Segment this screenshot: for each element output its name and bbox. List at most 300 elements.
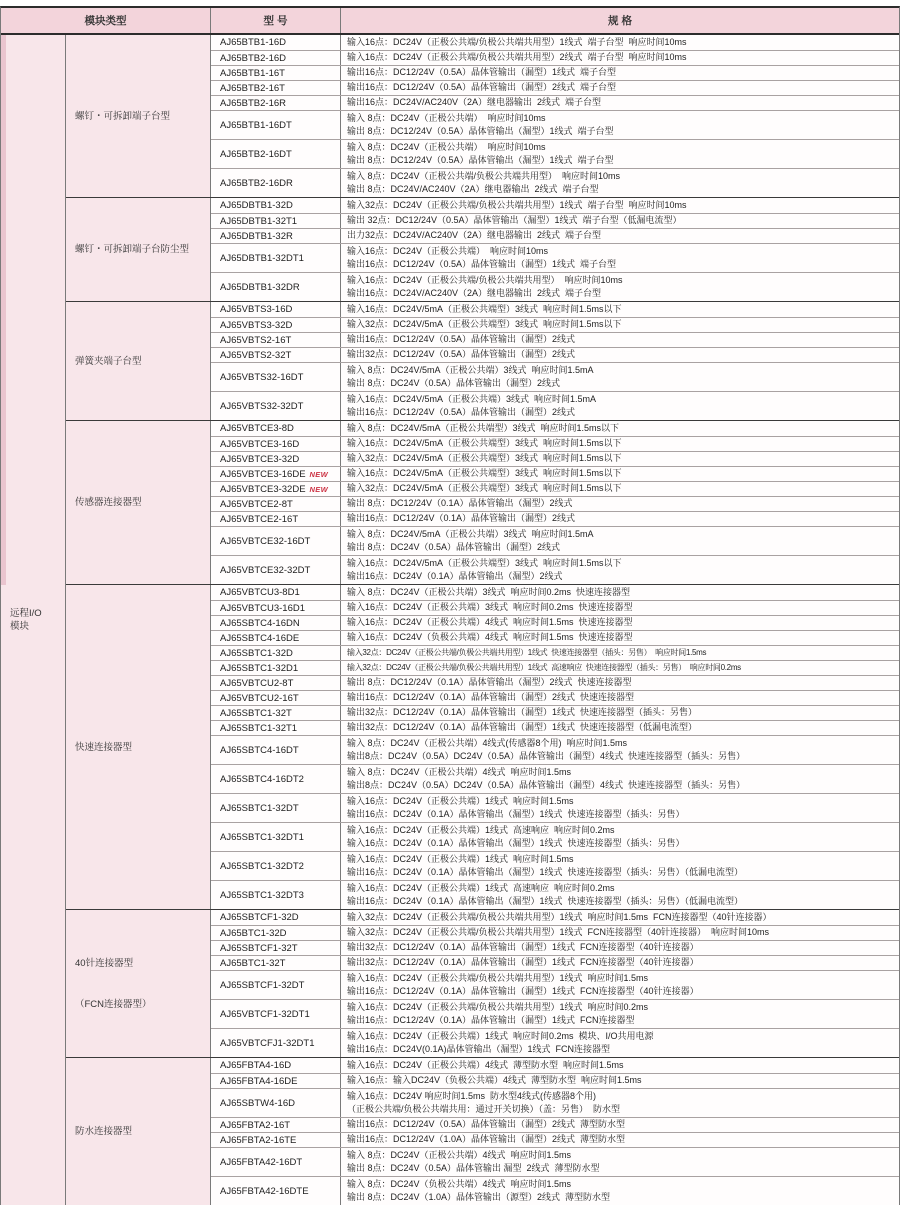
spec-line: 输入32点：DC24V/5mA（正极公共端型）3线式 响应时间1.5ms以下 [347, 483, 622, 494]
model-cell [211, 198, 341, 213]
spec-cell [341, 910, 899, 925]
spec-line: 输入16点：DC24V（正极公共端）3线式 响应时间0.2ms 快速连接器型 [347, 602, 633, 613]
spec-cell [341, 452, 899, 466]
model-number: AJ65VBTCE3-32D [220, 453, 300, 465]
spec-cell [341, 1148, 899, 1176]
model-cell [211, 926, 341, 940]
module-type-cell [66, 198, 211, 301]
spec-line: 输入16点：DC24V（正极公共端/负极公共端共用型）1线式 端子台型 响应时间10ms [347, 36, 687, 47]
module-type-cell [66, 35, 211, 197]
table-row [211, 585, 899, 600]
model-cell [211, 585, 341, 600]
spec-cell [341, 881, 899, 909]
table-row [211, 526, 899, 555]
spec-line: 输出16点：DC24V（0.1A）晶体管输出（漏型）1线式 快速连接器型（插头：另售）（低漏电流型） [347, 867, 744, 877]
spec-cell [341, 721, 899, 735]
model-cell [211, 1058, 341, 1073]
model-number: AJ65VBTCE2-16T [220, 513, 299, 525]
table-row [211, 95, 899, 110]
spec-line: 输出16点：DC12/24V（0.1A）晶体管输出（漏型）1线式 FCN连接器型（40针连接器） [347, 986, 699, 996]
spec-cell [341, 318, 899, 332]
spec-cell [341, 971, 899, 999]
spec-line: 输入 8点：DC24V/5mA（正极公共端）3线式 响应时间1.5mA [347, 528, 594, 539]
spec-line: 输出16点：DC12/24V（0.1A）晶体管输出（漏型）1线式 FCN连接器型 [347, 1015, 635, 1025]
spec-line: 输出32点：DC12/24V（0.1A）晶体管输出（漏型）1线式 快速连接器型（插头：另售） [347, 707, 698, 718]
model-number: AJ65FBTA2-16TE [220, 1134, 297, 1146]
model-cell [211, 140, 341, 168]
spec-cell [341, 823, 899, 851]
model-number: AJ65DBTB1-32T1 [220, 215, 298, 227]
model-cell [211, 244, 341, 272]
spec-cell [341, 273, 899, 301]
table-row [211, 139, 899, 168]
table-row [211, 481, 899, 496]
table-row [211, 764, 899, 793]
module-group [66, 35, 899, 197]
spec-cell [341, 229, 899, 243]
table-row [211, 1028, 899, 1057]
table-row [211, 660, 899, 675]
model-cell [211, 691, 341, 705]
spec-line: 输入 8点：DC24V（正极公共端） 响应时间10ms [347, 141, 546, 152]
spec-line: 输入32点：DC24V（正极公共端/负极公共端共用型）1线式 高速响应 快速连接器型（插头：另售） 响应时间0.2ms [347, 663, 741, 673]
spec-line: 输入16点：DC24V/5mA（正极公共端型）3线式 响应时间1.5ms以下 [347, 438, 622, 449]
model-number: AJ65VBTS32-32DT [220, 400, 304, 412]
spec-cell [341, 691, 899, 705]
table-body [1, 35, 899, 1205]
group-rows [211, 35, 899, 197]
spec-line: 输入16点：DC24V（正极公共端） 响应时间10ms [347, 245, 549, 256]
model-number: AJ65SBTC4-16DT [220, 744, 299, 756]
spec-cell [341, 527, 899, 555]
spec-line: 输出16点：DC12/24V（0.5A）晶体管输出（漏型）2线式 [347, 334, 576, 345]
spec-cell [341, 437, 899, 451]
model-cell [211, 971, 341, 999]
model-number: AJ65BTB2-16R [220, 97, 287, 109]
spec-cell [341, 676, 899, 690]
spec-line: 输出16点：DC12/24V（0.5A）晶体管输出（漏型）1线式 端子台型 [347, 67, 617, 78]
table-row [211, 1058, 899, 1073]
spec-cell [341, 1133, 899, 1147]
spec-cell [341, 51, 899, 65]
model-number: AJ65BTB1-16DT [220, 119, 292, 131]
module-type-cell [66, 1058, 211, 1205]
model-number: AJ65SBTCF1-32DT [220, 979, 305, 991]
module-type-label: 快速连接器型 [75, 741, 133, 753]
model-cell [211, 392, 341, 420]
model-number: AJ65SBTC1-32DT2 [220, 860, 304, 872]
model-number: AJ65BTB2-16DT [220, 148, 292, 160]
model-cell [211, 646, 341, 660]
spec-cell [341, 302, 899, 317]
module-group [66, 584, 899, 909]
table-row [211, 198, 899, 213]
spec-line: 输入32点：DC24V（正极公共端/负极公共端共用型）1线式 响应时间1.5ms FCN连接器型（40针连接器） [347, 911, 772, 922]
spec-cell [341, 333, 899, 347]
spec-cell [341, 198, 899, 213]
model-number: AJ65BTB2-16DR [220, 177, 293, 189]
spec-cell [341, 1029, 899, 1057]
module-group [66, 909, 899, 1057]
model-cell [211, 96, 341, 110]
new-badge: NEW [309, 484, 328, 494]
model-cell [211, 736, 341, 764]
module-type-cell [66, 302, 211, 420]
spec-cell [341, 616, 899, 630]
model-cell [211, 512, 341, 526]
model-number: AJ65VBTS2-16T [220, 334, 292, 346]
model-number: AJ65SBTC4-16DT2 [220, 773, 304, 785]
model-cell [211, 1148, 341, 1176]
spec-line: 输入16点：DC24V（正极公共端）1线式 响应时间0.2ms 模块、I/O共用电源 [347, 1030, 654, 1041]
table-row [211, 735, 899, 764]
model-cell [211, 1029, 341, 1057]
model-cell [211, 467, 341, 481]
table-row [211, 391, 899, 420]
model-cell [211, 823, 341, 851]
table-row [211, 35, 899, 50]
model-number: AJ65VBTCE32-32DT [220, 564, 311, 576]
spec-line: 输入 8点：DC24V（正极公共端）4线式 响应时间1.5ms [347, 1149, 572, 1160]
model-number: AJ65VBTCE3-8D [220, 423, 294, 434]
model-cell [211, 214, 341, 228]
spec-line: 输入32点：DC24V（正极公共端/负极公共端共用型）1线式 端子台型 响应时间10ms [347, 199, 687, 210]
model-number: AJ65DBTB1-32R [220, 230, 293, 242]
spec-cell [341, 467, 899, 481]
spec-line: 输出16点：DC24V（0.1A）晶体管输出（漏型）1线式 快速连接器型（插头：另售） [347, 809, 685, 819]
spec-line: 输入16点：DC24V 响应时间1.5ms 防水型4线式(传感器8个用) [347, 1090, 597, 1101]
table-row [211, 925, 899, 940]
spec-cell [341, 140, 899, 168]
model-cell [211, 881, 341, 909]
spec-line: 输出 8点：DC24V/AC240V（2A）继电器输出 2线式 端子台型 [347, 184, 599, 194]
groups [66, 35, 899, 1205]
model-cell [211, 273, 341, 301]
spec-cell [341, 96, 899, 110]
table-row [211, 1073, 899, 1088]
module-spec-table [0, 6, 900, 1205]
group-rows [211, 585, 899, 909]
module-type-label: 螺钉・可拆卸端子台防尘型 [75, 244, 190, 255]
category-label-line: 模块 [10, 621, 30, 632]
module-type-cell [66, 421, 211, 584]
spec-line: 输入16点：DC24V（负极公共端）4线式 响应时间1.5ms 快速连接器型 [347, 632, 633, 643]
model-cell [211, 421, 341, 436]
spec-line: 输入 8点：DC24V（正极公共端）4线式 响应时间1.5ms [347, 766, 572, 777]
model-number: AJ65VBTCE32-16DT [220, 535, 311, 547]
model-number: AJ65VBTS2-32T [220, 349, 292, 361]
table-row [211, 630, 899, 645]
table-row [211, 421, 899, 436]
spec-cell [341, 765, 899, 793]
model-number: AJ65DBTB1-32DT1 [220, 252, 304, 264]
spec-cell [341, 1058, 899, 1073]
model-number: AJ65VBTS3-32D [220, 319, 293, 331]
table-row [211, 332, 899, 347]
model-number: AJ65SBTC4-16DE [220, 632, 300, 644]
spec-line: 出力32点：DC24V/AC240V（2A）继电器输出 2线式 端子台型 [347, 230, 602, 241]
spec-line: 输入16点：DC24V/5mA（正极公共端型）3线式 响应时间1.5ms以下 [347, 303, 622, 314]
table-row [211, 615, 899, 630]
model-number: AJ65BTB1-16D [220, 37, 287, 48]
spec-cell [341, 81, 899, 95]
module-type-label: 防水连接器型 [75, 1126, 133, 1137]
module-type-label: 传感器连接器型 [75, 497, 142, 508]
spec-line: 输入 8点：DC24V（正极公共端） 响应时间10ms [347, 112, 546, 123]
table-row [211, 511, 899, 526]
model-cell [211, 616, 341, 630]
table-row [211, 1088, 899, 1117]
spec-line: 输出16点：DC24V/AC240V（2A）继电器输出 2线式 端子台型 [347, 97, 602, 108]
table-row [211, 65, 899, 80]
model-number: AJ65SBTC4-16DN [220, 617, 300, 629]
table-row [211, 940, 899, 955]
spec-cell [341, 1118, 899, 1132]
group-rows [211, 198, 899, 301]
model-cell [211, 66, 341, 80]
table-row [211, 496, 899, 511]
table-row [211, 822, 899, 851]
spec-line: 输出16点：DC12/24V（0.5A）晶体管输出（漏型）2线式 [347, 407, 576, 417]
spec-line: 输入16点：DC24V/5mA（正极公共端型）3线式 响应时间1.5ms以下 [347, 557, 622, 568]
spec-cell [341, 169, 899, 197]
table-row [211, 50, 899, 65]
spec-line: 输入16点：DC24V（正极公共端/负极公共端共用型）1线式 响应时间1.5ms [347, 972, 649, 983]
model-number: AJ65VBTCU3-8D1 [220, 587, 300, 598]
spec-line: 输入16点：DC24V（0.1A）晶体管输出（漏型）1线式 快速连接器型（插头：另售） [347, 838, 685, 848]
model-number: AJ65VBTCU3-16D1 [220, 602, 306, 614]
spec-line: 输入 8点：DC24V（正极公共端/负极公共端共用型） 响应时间10ms [347, 170, 621, 181]
spec-cell [341, 926, 899, 940]
table-row [211, 720, 899, 735]
model-cell [211, 631, 341, 645]
spec-line: 输入16点：DC24V（正极公共端）1线式 高速响应 响应时间0.2ms [347, 882, 615, 893]
spec-cell [341, 706, 899, 720]
model-number: AJ65SBTC1-32D [220, 647, 293, 659]
model-number: AJ65SBTCF1-32D [220, 912, 299, 923]
table-row [211, 466, 899, 481]
spec-cell [341, 556, 899, 584]
model-number: AJ65FBTA42-16DTE [220, 1185, 309, 1197]
model-cell [211, 1000, 341, 1028]
model-cell [211, 852, 341, 880]
spec-cell [341, 794, 899, 822]
model-number: AJ65SBTW4-16D [220, 1097, 295, 1109]
spec-cell [341, 512, 899, 526]
model-cell [211, 1089, 341, 1117]
spec-line: 输出16点：DC12/24V（1.0A）晶体管输出（漏型）2线式 薄型防水型 [347, 1134, 626, 1145]
spec-line: 输出16点：DC12/24V（0.5A）晶体管输出（漏型）1线式 端子台型 [347, 259, 617, 269]
table-row [211, 347, 899, 362]
spec-line: 输入32点：DC24V/5mA（正极公共端型）3线式 响应时间1.5ms以下 [347, 319, 622, 330]
model-number: AJ65FBTA42-16DT [220, 1156, 303, 1168]
spec-line: 输出 8点：DC24V（0.5A）晶体管输出 漏型 2线式 薄型防水型 [347, 1163, 600, 1173]
table-row [211, 80, 899, 95]
spec-line: 输入16点：DC24V/5mA（正极公共端型）3线式 响应时间1.5ms以下 [347, 468, 622, 479]
model-number: AJ65SBTC1-32DT [220, 802, 299, 814]
table-row [211, 302, 899, 317]
table-row [211, 645, 899, 660]
category-label-line: 远程I/O [10, 608, 42, 619]
table-row [211, 213, 899, 228]
table-row [211, 555, 899, 584]
spec-cell [341, 585, 899, 600]
model-cell [211, 706, 341, 720]
model-cell [211, 452, 341, 466]
model-number: AJ65FBTA2-16T [220, 1119, 291, 1131]
table-row [211, 110, 899, 139]
spec-line: 输出 8点：DC12/24V（0.5A）晶体管输出（漏型）1线式 端子台型 [347, 126, 614, 136]
spec-cell [341, 1000, 899, 1028]
model-cell [211, 676, 341, 690]
group-rows [211, 302, 899, 420]
spec-cell [341, 1177, 899, 1205]
table-row [211, 317, 899, 332]
model-number: AJ65SBTC1-32DT1 [220, 831, 304, 843]
model-cell [211, 1118, 341, 1132]
table-row [211, 675, 899, 690]
spec-cell [341, 421, 899, 436]
spec-line: 输入16点：DC24V（正极公共端/负极公共端共用型） 响应时间10ms [347, 274, 623, 285]
spec-line: 输入32点：DC24V（正极公共端/负极公共端共用型）1线式 快速连接器型（插头：另售） 响应时间1.5ms [347, 648, 707, 658]
group-rows [211, 421, 899, 584]
table-row [211, 600, 899, 615]
spec-cell [341, 66, 899, 80]
spec-line: 输出32点：DC12/24V（0.1A）晶体管输出（漏型）1线式 FCN连接器型（40针连接器） [347, 942, 699, 953]
spec-cell [341, 852, 899, 880]
spec-line: 输入 8点：DC24V（正极公共端）4线式(传感器8个用) 响应时间1.5ms [347, 737, 628, 748]
spec-cell [341, 363, 899, 391]
module-type-cell [66, 585, 211, 909]
table-row [211, 793, 899, 822]
spec-cell [341, 111, 899, 139]
spec-line: 输出16点：DC12/24V（0.5A）晶体管输出（漏型）2线式 薄型防水型 [347, 1119, 626, 1130]
model-number: AJ65VBTCF1-32DT1 [220, 1008, 310, 1020]
spec-cell [341, 956, 899, 970]
category-cell-remote-io [1, 35, 66, 1205]
table-row [211, 1132, 899, 1147]
model-cell [211, 169, 341, 197]
spec-line: 输入16点：DC24V（正极公共端）1线式 响应时间1.5ms [347, 853, 574, 864]
table-row [211, 243, 899, 272]
spec-cell [341, 601, 899, 615]
table-row [211, 880, 899, 909]
spec-cell [341, 348, 899, 362]
model-cell [211, 318, 341, 332]
spec-cell [341, 1089, 899, 1117]
table-row [211, 362, 899, 391]
model-number: AJ65FBTA4-16DE [220, 1075, 298, 1087]
spec-line: 输出32点：DC12/24V（0.1A）晶体管输出（漏型）1线式 FCN连接器型（40针连接器） [347, 957, 699, 968]
spec-line: 输入16点：DC24V/5mA（正极公共端）3线式 响应时间1.5mA [347, 393, 597, 404]
spec-line: 输出32点：DC12/24V（0.5A）晶体管输出（漏型）2线式 [347, 349, 576, 360]
model-cell [211, 302, 341, 317]
table-row [211, 1176, 899, 1205]
group-rows [211, 1058, 899, 1205]
spec-cell [341, 482, 899, 496]
spec-line: 输出16点：DC12/24V（0.1A）晶体管输出（漏型）2线式 [347, 513, 576, 524]
model-number: AJ65VBTCU2-8T [220, 677, 294, 689]
spec-cell [341, 35, 899, 50]
spec-line: 输入 8点：DC24V/5mA（正极公共端）3线式 响应时间1.5mA [347, 364, 594, 375]
spec-cell [341, 1074, 899, 1088]
spec-line: 输入 8点：DC24V（正极公共端）3线式 响应时间0.2ms 快速连接器型 [347, 586, 631, 597]
model-number: AJ65BTC1-32T [220, 957, 286, 969]
table-row [211, 705, 899, 720]
new-badge: NEW [309, 469, 328, 479]
spec-line: 输出 8点：DC12/24V（0.1A）晶体管输出（漏型）2线式 [347, 498, 573, 509]
spec-cell [341, 646, 899, 660]
spec-line: 输入16点：DC24V（正极公共端）4线式 薄型防水型 响应时间1.5ms [347, 1059, 624, 1070]
model-cell [211, 35, 341, 50]
module-type-label: （FCN连接器型） [75, 998, 152, 1010]
spec-line: （正极公共端/负极公共端共用：通过开关切换）（盖：另售） 防水型 [347, 1104, 621, 1114]
model-cell [211, 482, 341, 496]
module-type-label: 40针连接器型 [75, 957, 134, 969]
spec-cell [341, 736, 899, 764]
table-row [211, 999, 899, 1028]
model-number: AJ65SBTCF1-32T [220, 942, 298, 954]
spec-cell [341, 392, 899, 420]
spec-line: 输出 8点：DC24V（0.5A）晶体管输出（漏型）2线式 [347, 378, 561, 388]
table-row [211, 451, 899, 466]
spec-line: 输入16点：DC24V（正极公共端/负极公共端共用型）2线式 端子台型 响应时间10ms [347, 52, 687, 63]
table-row [211, 228, 899, 243]
spec-line: 输入 8点：DC24V（负极公共端）4线式 响应时间1.5ms [347, 1178, 572, 1189]
model-number: AJ65VBTCE3-32DE [220, 483, 306, 495]
table-row [211, 168, 899, 197]
model-cell [211, 497, 341, 511]
table-row [211, 910, 899, 925]
model-number: AJ65BTC1-32D [220, 927, 287, 939]
spec-line: 输入16点：DC24V（正极公共端）1线式 高速响应 响应时间0.2ms [347, 824, 615, 835]
category-label [1, 607, 42, 633]
model-cell [211, 1133, 341, 1147]
spec-line: 输入32点：DC24V/5mA（正极公共端型）3线式 响应时间1.5ms以下 [347, 453, 622, 464]
spec-cell [341, 244, 899, 272]
table-row [211, 851, 899, 880]
spec-cell [341, 661, 899, 675]
header-spec: 规 格 [608, 15, 632, 27]
module-group [66, 420, 899, 584]
model-cell [211, 601, 341, 615]
model-number: AJ65SBTC1-32D1 [220, 662, 299, 674]
header-model: 型 号 [211, 8, 341, 33]
model-cell [211, 661, 341, 675]
model-number: AJ65BTB1-16T [220, 67, 285, 79]
group-rows [211, 910, 899, 1057]
model-cell [211, 1074, 341, 1088]
model-number: AJ65BTB2-16T [220, 82, 285, 94]
spec-line: 输出16点：DC12/24V（0.1A）晶体管输出（漏型）2线式 快速连接器型 [347, 692, 635, 703]
model-cell [211, 956, 341, 970]
model-cell [211, 81, 341, 95]
spec-line: 输出16点：DC24V（0.1A）晶体管输出（漏型）1线式 快速连接器型（插头：另售）（低漏电流型） [347, 896, 744, 906]
spec-line: 输出8点：DC24V（0.5A）DC24V（0.5A）晶体管输出（漏型）4线式 快速连接器型（插头：另售） [347, 780, 746, 790]
model-cell [211, 111, 341, 139]
model-number: AJ65DBTB1-32D [220, 200, 293, 211]
model-number: AJ65VBTCE3-16D [220, 438, 300, 450]
model-cell [211, 941, 341, 955]
model-number: AJ65SBTC1-32DT3 [220, 889, 304, 901]
model-number: AJ65FBTA4-16D [220, 1060, 292, 1071]
table-row [211, 970, 899, 999]
header-module-type: 模块类型 [1, 8, 211, 33]
model-cell [211, 437, 341, 451]
spec-line: 输出 8点：DC12/24V（0.1A）晶体管输出（漏型）2线式 快速连接器型 [347, 677, 632, 688]
spec-line: 输出16点：DC24V(0.1A)晶体管输出（漏型）1线式 FCN连接器型 [347, 1044, 611, 1054]
model-cell [211, 527, 341, 555]
